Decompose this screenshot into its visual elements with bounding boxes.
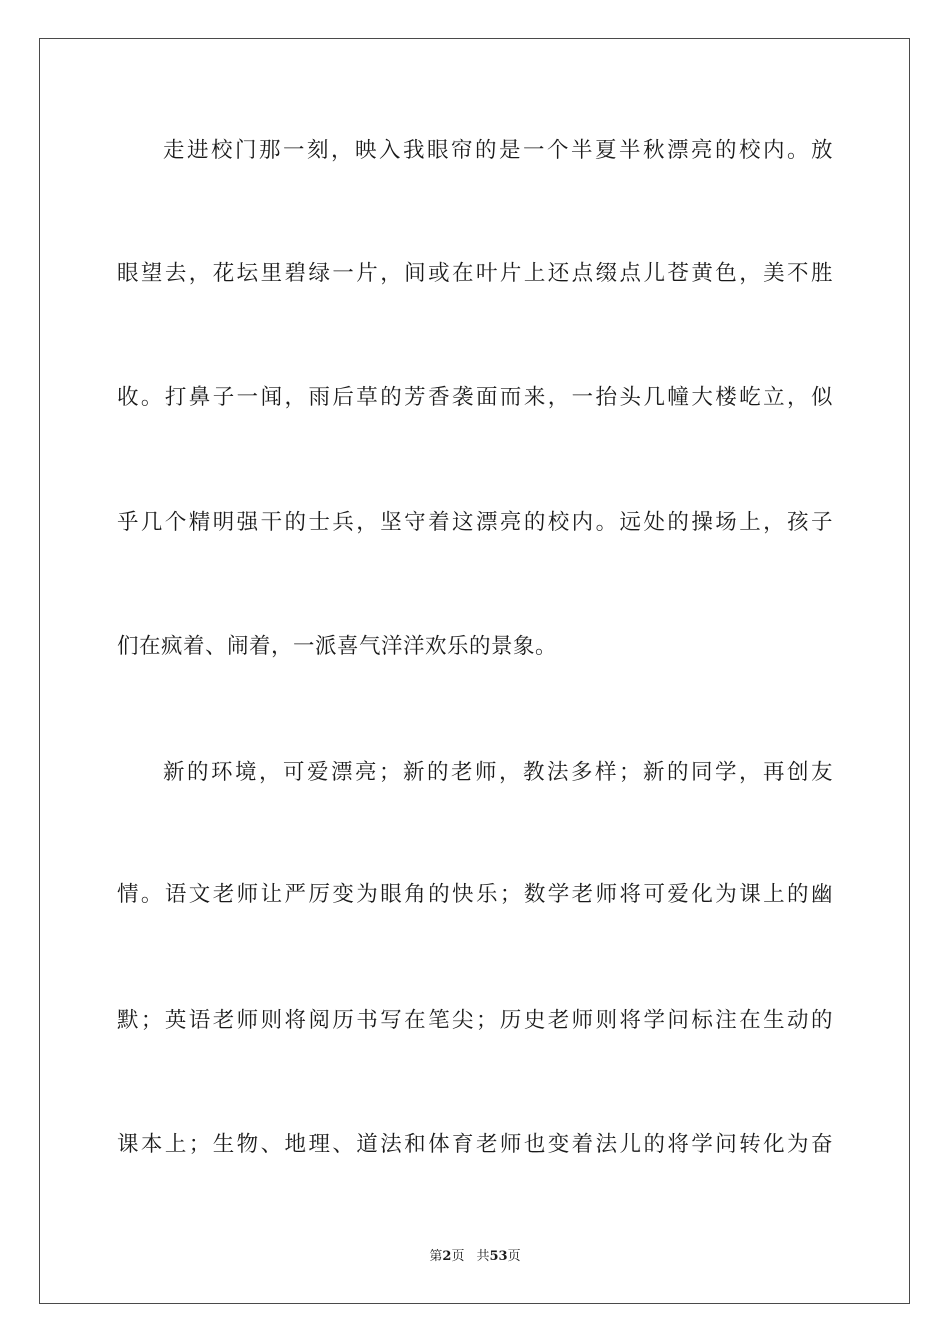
page-border <box>39 38 910 1304</box>
page-current: 2 <box>442 1249 452 1264</box>
text-line: 眼望去，花坛里碧绿一片，间或在叶片上还点缀点儿苍黄色，美不胜 <box>117 261 833 286</box>
page-unit: 页 <box>451 1249 465 1264</box>
page-footer <box>0 1248 950 1266</box>
total-unit: 页 <box>507 1249 521 1264</box>
total-prefix: 共 <box>476 1249 490 1264</box>
text-line: 走进校门那一刻，映入我眼帘的是一个半夏半秋漂亮的校内。放 <box>163 138 833 163</box>
text-line: 默；英语老师则将阅历书写在笔尖；历史老师则将学问标注在生动的 <box>117 1008 833 1033</box>
text-line: 新的环境，可爱漂亮；新的老师，教法多样；新的同学，再创友 <box>163 760 833 785</box>
text-line: 收。打鼻子一闻，雨后草的芳香袭面而来，一抬头几幢大楼屹立，似 <box>117 385 833 410</box>
page-total: 53 <box>489 1249 508 1264</box>
text-line: 们在疯着、闹着，一派喜气洋洋欢乐的景象。 <box>117 634 558 659</box>
text-line: 情。语文老师让严厉变为眼角的快乐；数学老师将可爱化为课上的幽 <box>117 882 833 907</box>
page-prefix: 第 <box>429 1249 443 1264</box>
text-line: 课本上；生物、地理、道法和体育老师也变着法儿的将学问转化为奋 <box>117 1132 833 1157</box>
text-line: 乎几个精明强干的士兵，坚守着这漂亮的校内。远处的操场上，孩子 <box>117 510 833 535</box>
